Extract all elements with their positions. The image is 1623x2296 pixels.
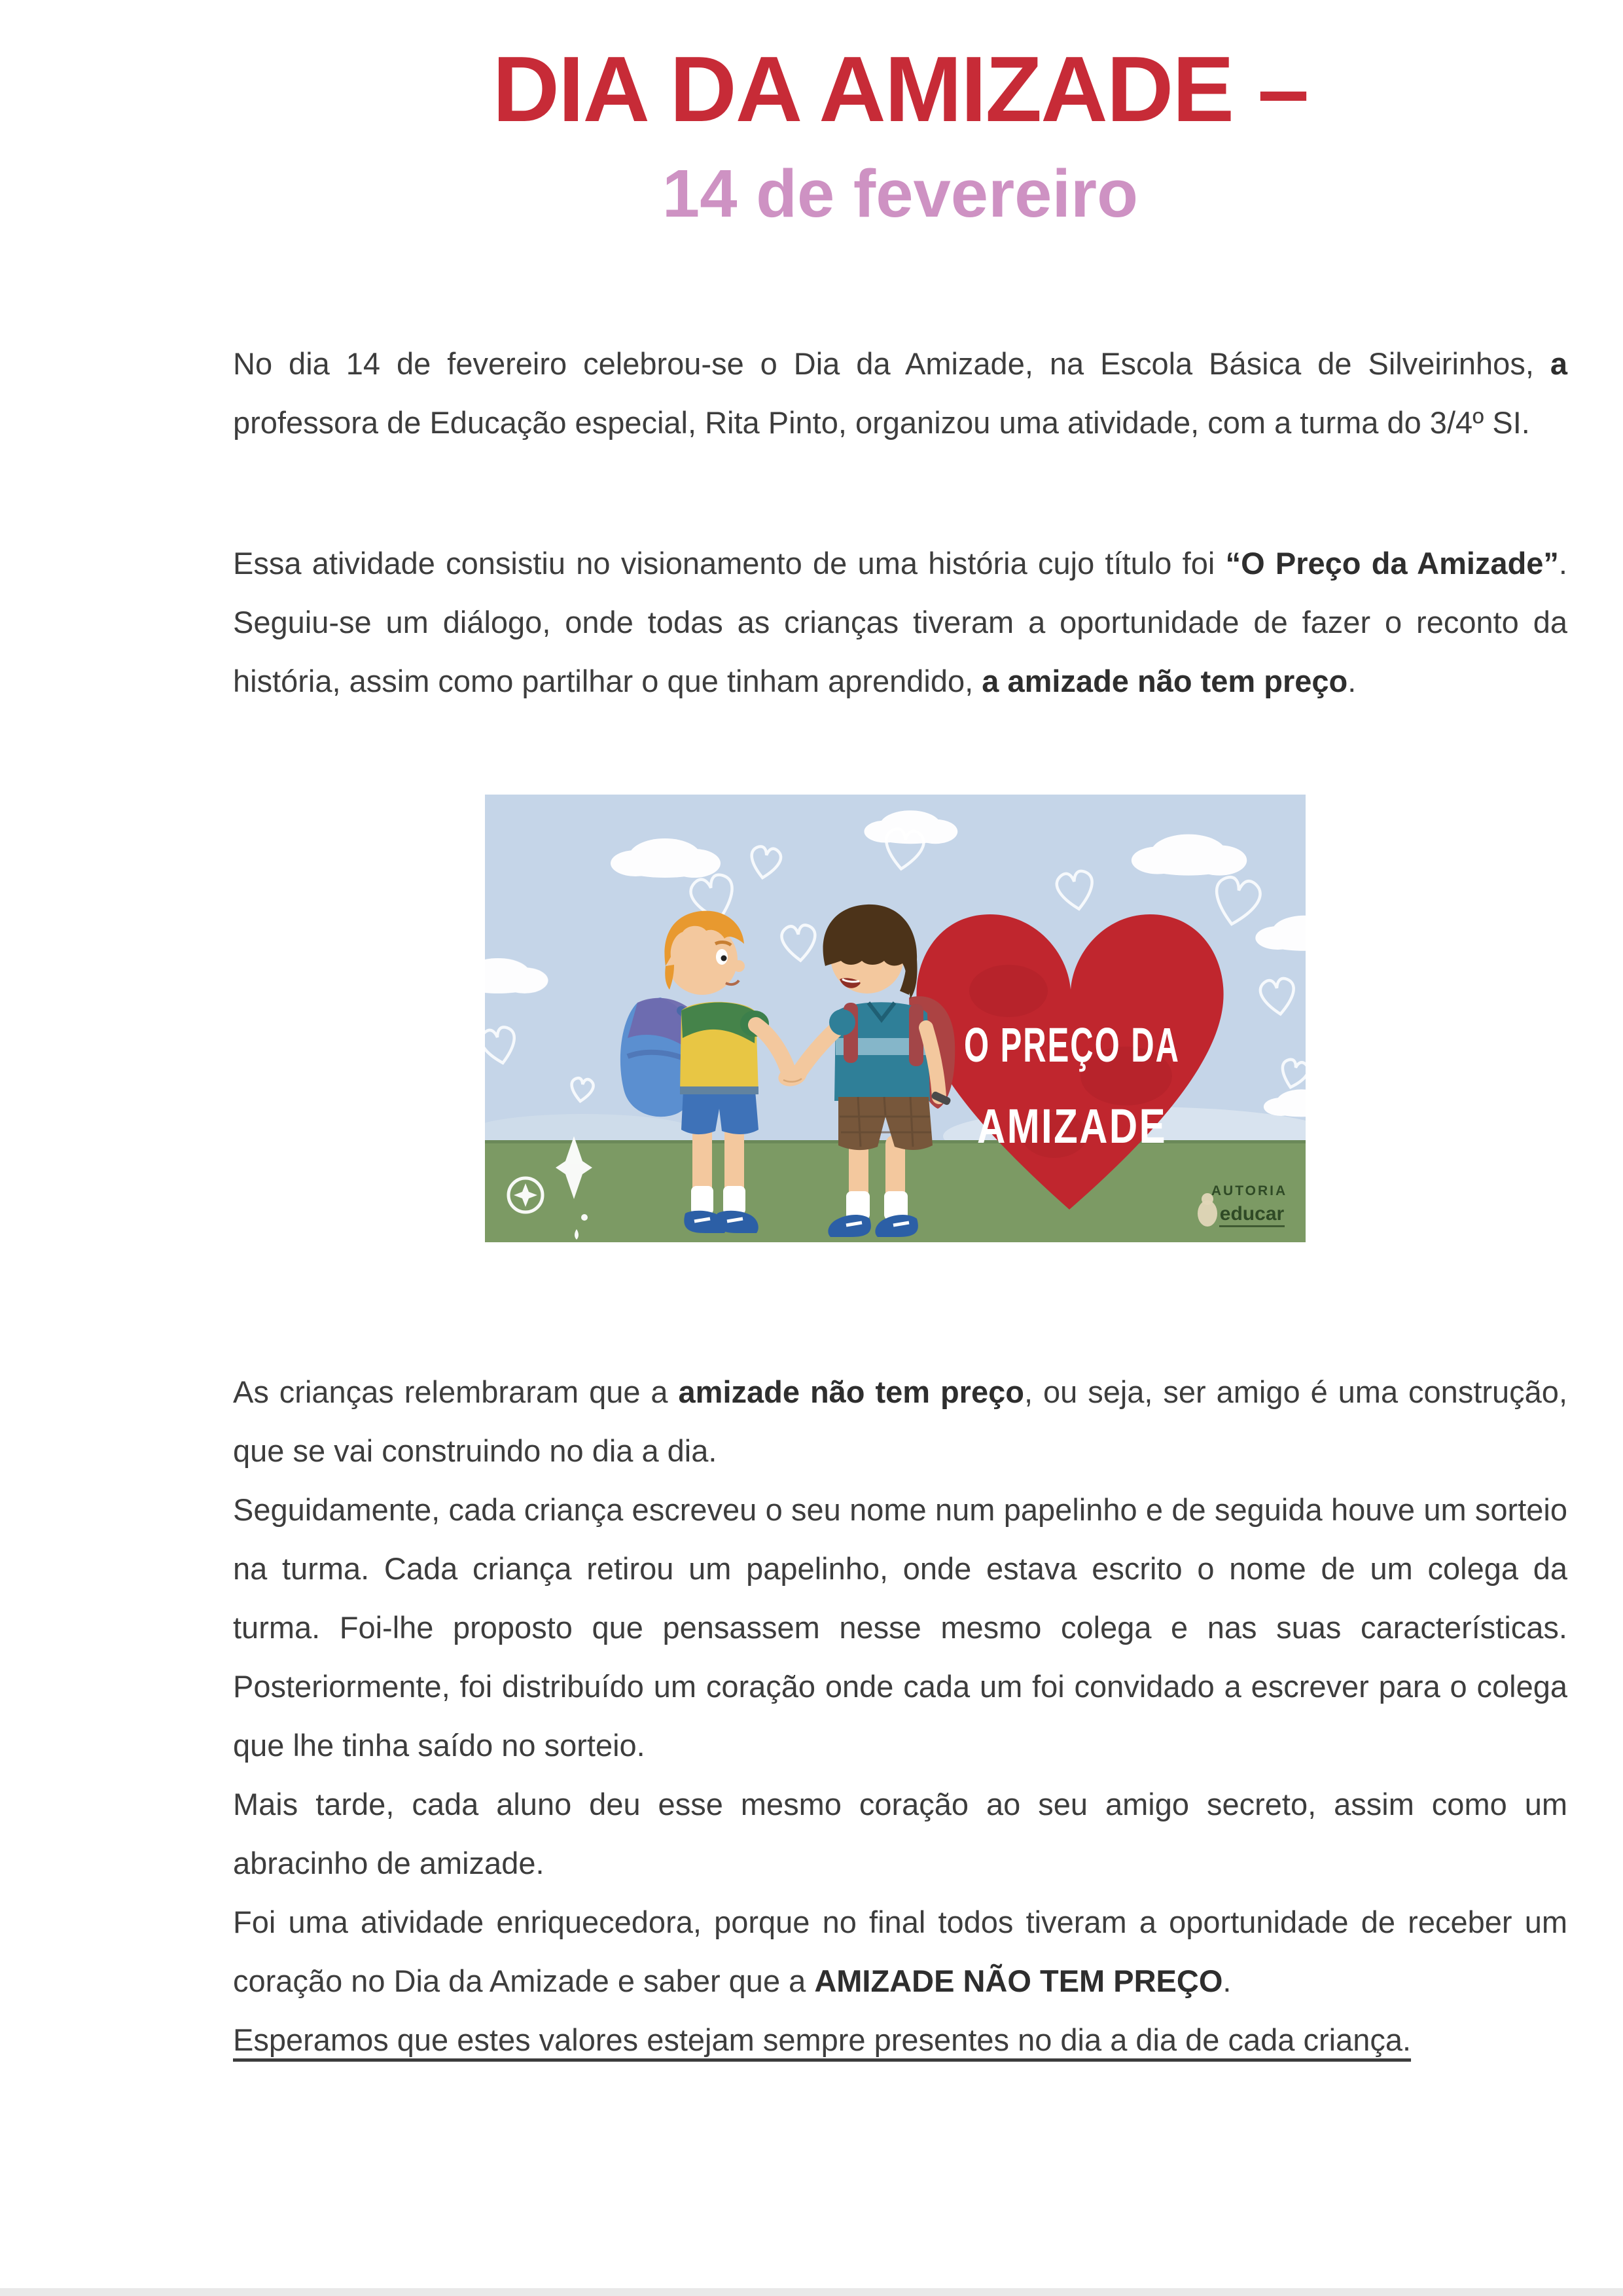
sparkle-dot-icon bbox=[581, 1214, 588, 1221]
heart-title-line2: AMIZADE bbox=[977, 1099, 1167, 1153]
paragraph-hug: Mais tarde, cada aluno deu esse mesmo coração ao seu amigo secreto, assim como um abracinho de amizade. bbox=[233, 1787, 1567, 1880]
boy-left-nose bbox=[733, 960, 745, 972]
page-bottom-edge bbox=[0, 2288, 1623, 2296]
paragraph-story: Essa atividade consistiu no visionamento de uma história cujo título foi “O Preço da Amizade”. Seguiu-se um diálogo, onde todas as crianças tiveram a oportunidade de fazer o reconto da história, assim como partilhar o que tinham aprendido, a amizade não tem preço. bbox=[233, 546, 1567, 698]
logo-text-bottom: educar bbox=[1219, 1203, 1285, 1225]
paragraph-closing: Esperamos que estes valores estejam sempre presentes no dia a dia de cada criança. bbox=[233, 2022, 1412, 2057]
boy-left-sock bbox=[691, 1186, 713, 1215]
boy-left-pupil bbox=[721, 956, 727, 961]
body-text-block bbox=[233, 1363, 1567, 2070]
heart-title-line1: O PREÇO DA bbox=[964, 1018, 1180, 1072]
figure-logo bbox=[1198, 1183, 1287, 1227]
paragraph-conclusion: Foi uma atividade enriquecedora, porque no final todos tiveram a oportunidade de receber um coração no Dia da Amizade e saber que a AMIZADE NÃO TEM PREÇO. bbox=[233, 1905, 1567, 1998]
boy-left-sock bbox=[723, 1186, 745, 1215]
logo-text-top: AUTORIA bbox=[1211, 1183, 1288, 1198]
story-illustration-canvas bbox=[485, 795, 1306, 1242]
heart-shading bbox=[969, 965, 1048, 1017]
paragraph-draw: Seguidamente, cada criança escreveu o seu nome num papelinho e de seguida houve um sorteio na turma. Cada criança retirou um papelinho, onde estava escrito o nome de um colega da turma. Foi-lhe proposto que pensassem nesse mesmo colega e nas suas características. Posteriormente, foi distribuído um coração onde cada um foi convidado a escrever para o colega que lhe tinha saído no sorteio. bbox=[233, 1492, 1567, 1763]
page-subtitle: 14 de fevereiro bbox=[662, 156, 1139, 231]
paragraph-recall: As crianças relembraram que a amizade não tem preço, ou seja, ser amigo é uma construção, que se vai construindo no dia a dia. bbox=[233, 1374, 1568, 1468]
story-illustration bbox=[485, 795, 1306, 1242]
paragraph-intro: No dia 14 de fevereiro celebrou-se o Dia da Amizade, na Escola Básica de Silveirinhos, a professora de Educação especial, Rita Pinto, organizou uma atividade, com a turma do 3/4º SI. bbox=[233, 346, 1567, 440]
page-title: DIA DA AMIZADE – bbox=[492, 37, 1308, 141]
boy-right-sleeve bbox=[829, 1009, 855, 1035]
logo-underline bbox=[1219, 1225, 1285, 1227]
boy-left-waistband bbox=[680, 1086, 758, 1094]
